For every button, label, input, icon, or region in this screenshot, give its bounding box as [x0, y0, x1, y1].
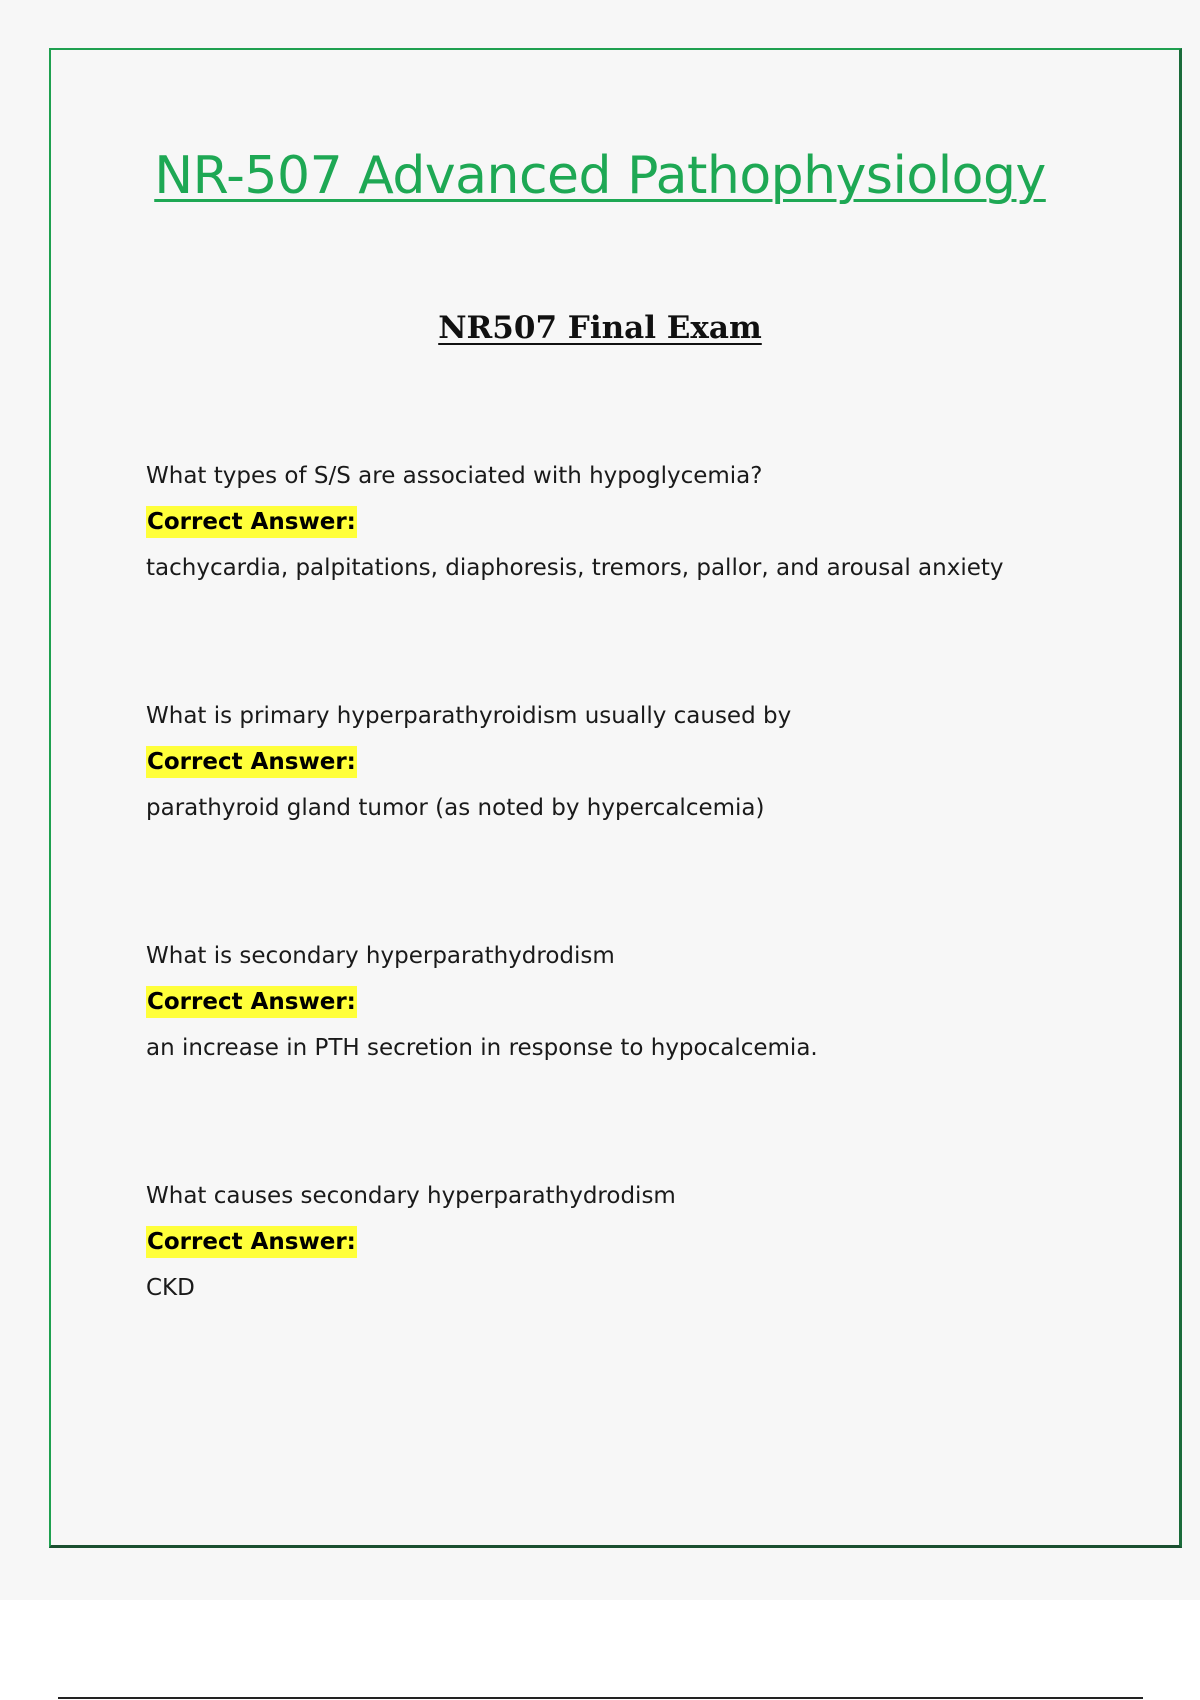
qa-item [146, 938, 1146, 1066]
question-text: What is primary hyperparathyroidism usually caused by [146, 703, 792, 729]
question-text: What types of S/S are associated with hypoglycemia? [146, 463, 763, 489]
correct-answer-label: Correct Answer: [146, 746, 357, 778]
question-text: What is secondary hyperparathydrodism [146, 943, 615, 969]
qa-item [146, 698, 1146, 826]
question-text: What causes secondary hyperparathydrodism [146, 1183, 676, 1209]
document-title: NR-507 Advanced Pathophysiology [154, 146, 1046, 206]
answer-text: an increase in PTH secretion in response to hypocalcemia. [146, 1035, 818, 1061]
correct-answer-label: Correct Answer: [146, 1226, 357, 1258]
qa-item [146, 1178, 1146, 1306]
answer-text: CKD [146, 1275, 195, 1301]
correct-answer-label: Correct Answer: [146, 986, 357, 1018]
qa-item [146, 458, 1146, 586]
answer-text: parathyroid gland tumor (as noted by hypercalcemia) [146, 795, 765, 821]
correct-answer-label: Correct Answer: [146, 506, 357, 538]
answer-text: tachycardia, palpitations, diaphoresis, tremors, pallor, and arousal anxiety [146, 555, 1004, 581]
footer-divider [58, 1697, 1143, 1699]
exam-subtitle: NR507 Final Exam [438, 310, 762, 346]
